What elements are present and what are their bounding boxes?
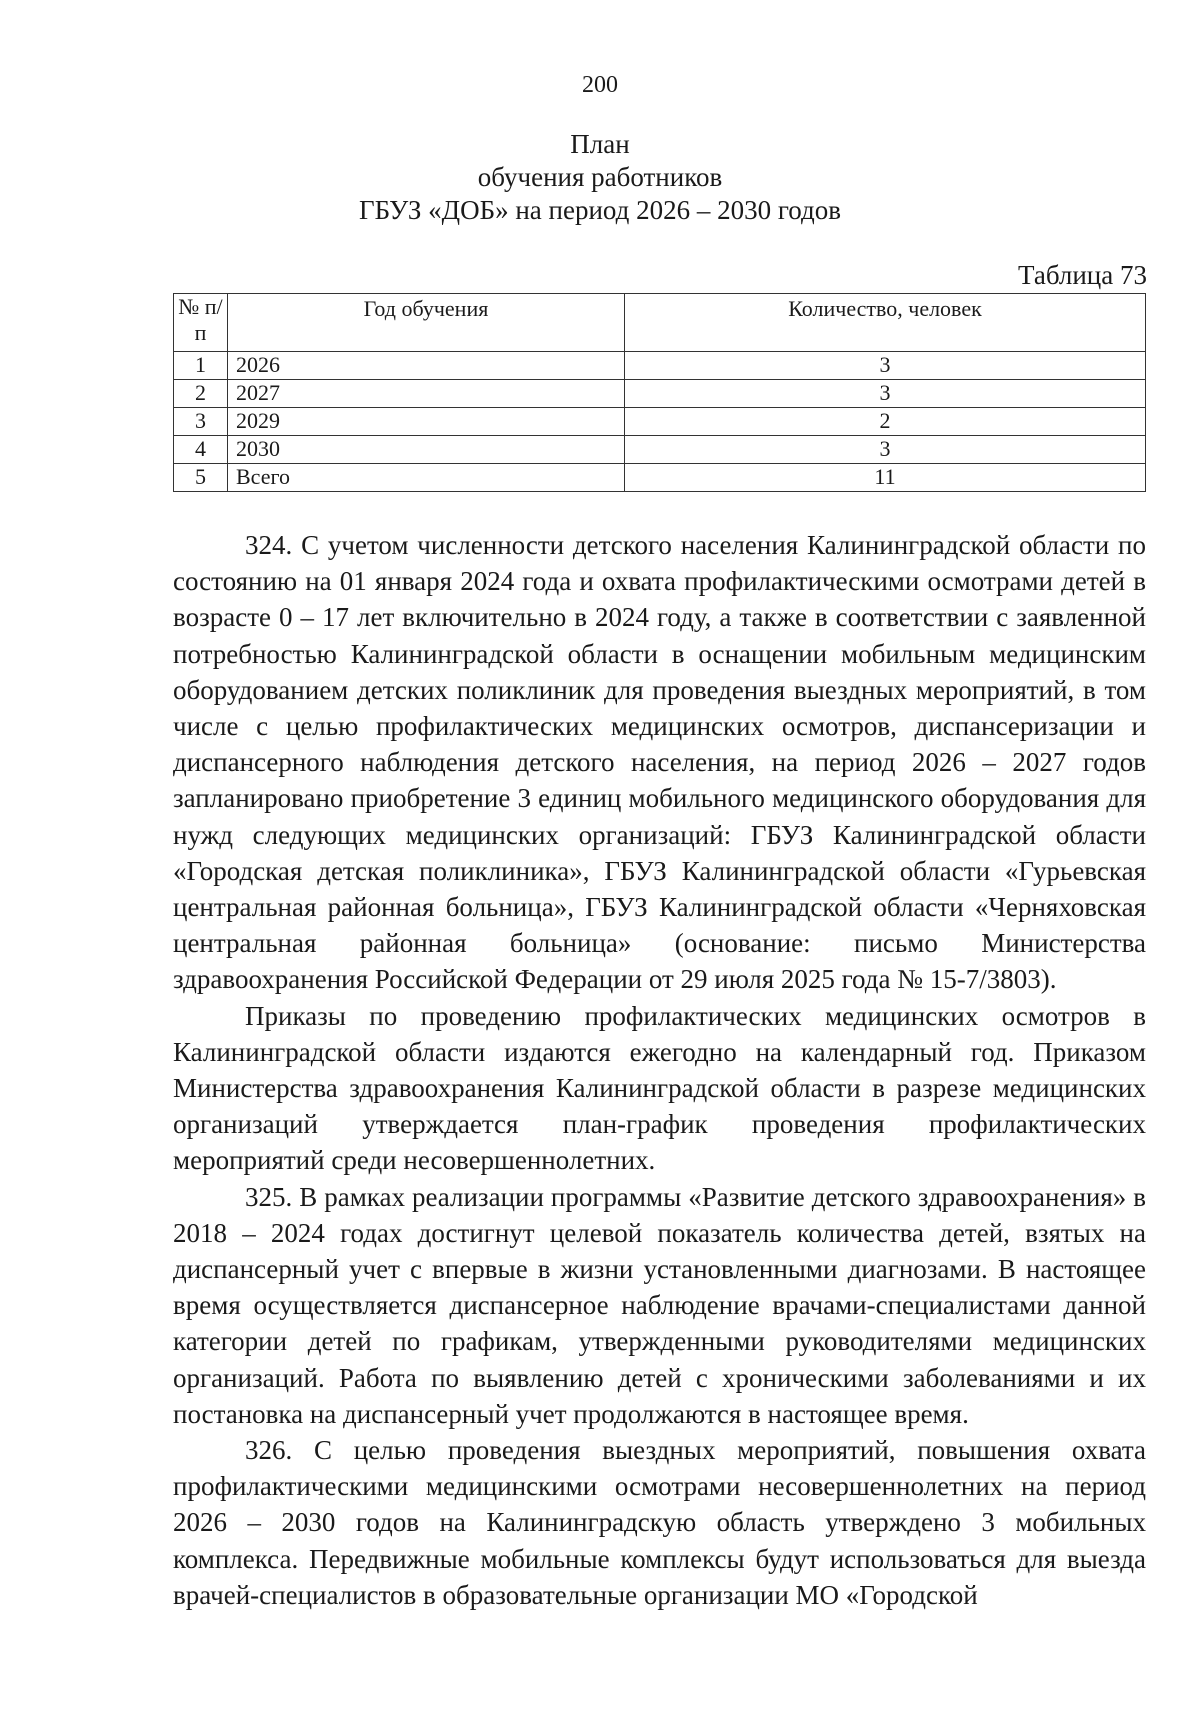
body-text (173, 527, 1146, 1613)
header-num: № п/п (174, 294, 228, 352)
row-num: 3 (174, 408, 228, 436)
header-year: Год обучения (228, 294, 625, 352)
row-year: 2026 (228, 352, 625, 380)
page-number: 200 (582, 72, 618, 98)
row-num: 1 (174, 352, 228, 380)
row-num: 4 (174, 436, 228, 464)
document-title (0, 128, 1200, 227)
training-plan-table (173, 293, 1146, 492)
row-year: 2029 (228, 408, 625, 436)
row-count: 3 (625, 352, 1146, 380)
table-caption: Таблица 73 (1018, 260, 1147, 290)
row-count: 3 (625, 380, 1146, 408)
row-num: 2 (174, 380, 228, 408)
table-row (174, 352, 1146, 380)
paragraph-325: 325. В рамках реализации программы «Развитие детского здравоохранения» в 2018 – 2024 годах достигнут целевой показатель количества детей, взятых на диспансерный учет с впервые в жизни установленными диагнозами. В настоящее время осуществляется диспансерное наблюдение врачами-специалистами данной категории детей по графикам, утвержденными руководителями медицинских организаций. Работа по выявлению детей с хроническими заболеваниями и их постановка на диспансерный учет продолжаются в настоящее время. (173, 1181, 1146, 1429)
row-count: 3 (625, 436, 1146, 464)
row-count: 2 (625, 408, 1146, 436)
table-row (174, 408, 1146, 436)
row-num: 5 (174, 464, 228, 492)
table-row (174, 436, 1146, 464)
row-year: Всего (228, 464, 625, 492)
row-year: 2027 (228, 380, 625, 408)
paragraph-prikazy: Приказы по проведению профилактических медицинских осмотров в Калининградской области издаются ежегодно на календарный год. Приказом Министерства здравоохранения Калининградской области в разрезе медицинских организаций утверждается план-график проведения профилактических мероприятий среди несовершеннолетних. (173, 1000, 1146, 1176)
title-line-3: ГБУЗ «ДОБ» на период 2026 – 2030 годов (358, 195, 841, 225)
table-row (174, 380, 1146, 408)
table-row-total (174, 464, 1146, 492)
row-year: 2030 (228, 436, 625, 464)
title-line-1: План (570, 129, 630, 159)
paragraph-326: 326. С целью проведения выездных мероприятий, повышения охвата профилактическими медицинскими осмотрами несовершеннолетних на период 2026 – 2030 годов на Калининградскую область утверждено 3 мобильных комплекса. Передвижные мобильные комплексы будут использоваться для выезда врачей-специалистов в образовательные организации МО «Городской (173, 1435, 1146, 1610)
title-line-2: обучения работников (477, 162, 723, 192)
paragraph-324: 324. С учетом численности детского населения Калининградской области по состоянию на 01 января 2024 года и охвата профилактическими осмотрами детей в возрасте 0 – 17 лет включительно в 2024 году, а также в соответствии с заявленной потребностью Калининградской области в оснащении мобильным медицинским оборудованием детских поликлиник для проведения выездных мероприятий, в том числе с целью профилактических медицинских осмотров, диспансеризации и диспансерного наблюдения детского населения, на период 2026 – 2027 годов запланировано приобретение 3 единиц мобильного медицинского оборудования для нужд следующих медицинских организаций: ГБУЗ Калининградской области «Городская детская поликлиника», ГБУЗ Калининградской области «Гурьевская центральная районная больница», ГБУЗ Калининградской области «Черняховская центральная районная больница» (основание: письмо Министерства здравоохранения Российской Федерации от 29 июля 2025 года № 15-7/3803). (173, 530, 1146, 995)
header-count: Количество, человек (625, 294, 1146, 352)
row-count: 11 (625, 464, 1146, 492)
table-header-row (174, 294, 1146, 352)
